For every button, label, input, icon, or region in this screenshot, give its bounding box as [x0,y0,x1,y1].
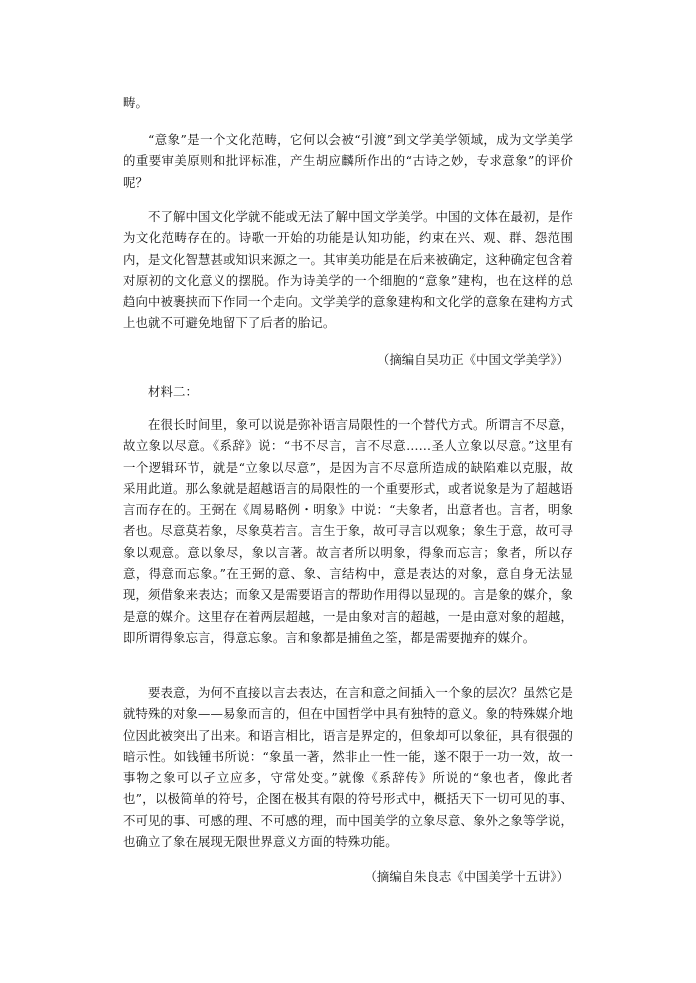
paragraph-fragment: 畴。 [123,95,148,110]
paragraph-xiang: 在很长时间里，象可以说是弥补语言局限性的一个替代方式。所谓言不尽意，故立象以尽意。《系辞》说：“书不尽言，言不尽意……圣人立象以尽意。”这里有一个逻辑环节，就是“立象以尽意”，是因为言不尽意所造成的缺陷难以克服，故采用此道。那么象就是超越语言的局限性的一个重要形式，或者说象是为了超越语言而存在的。王弼在《周易略例・明象》中说：“夫象者，出意者也。言者，明象者也。尽意莫若象，尽象莫若言。言生于象，故可寻言以观象；象生于意，故可寻象以观意。意以象尽，象以言著。故言者所以明象，得象而忘言；象者，所以存意，得意而忘象。”在王弼的意、象、言结构中，意是表达的对象，意自身无法显现，须借象来表达；而象又是需要语言的帮助作用得以显现的。言是象的媒介，象是意的媒介。这里存在着两层超越，一是由象对言的超越，一是由意对象的超越，即所谓得象忘言，得意忘象。言和象都是捕鱼之筌，都是需要抛弃的媒介。 [123,417,573,645]
material-two-heading: 材料二： [148,384,198,399]
source-citation-2: （摘编自朱良志《中国美学十五讲》） [364,869,569,884]
paragraph-biaoyi: 要表意，为何不直接以言去表达，在言和意之间插入一个象的层次？虽然它是就特殊的对象——易象而言的，但在中国哲学中具有独特的意义。象的特殊媒介地位因此被突出了出来。和语言相比，语言是界定的，但象却可以象征，具有很强的暗示性。如钱锺书所说：“象虽一著，然非止一性一能，遂不限于一功一效，故一事物之象可以孑立应多，守常处变。”就像《系辞传》所说的“象也者，像此者也”，以极简单的符号，企图在极其有限的符号形式中，概括天下一切可见的事、不可见的事、可感的理、不可感的理，而中国美学的立象尽意、象外之象等学说，也确立了象在展现无限世界意义方面的特殊功能。 [123,685,573,850]
source-citation-1: （摘编自吴功正《中国文学美学》） [376,352,569,367]
paragraph-culture: 不了解中国文化学就不能或无法了解中国文学美学。中国的文体在最初，是作为文化范畴存在的。诗歌一开始的功能是认知功能，约束在兴、观、群、怨范围内，是文化智慧甚或知识来源之一。其审美功能是在后来被确定，这种确定包含着对原初的文化意义的摆脱。作为诗美学的一个细胞的“意象”建构，也在这样的总趋向中被裹挟而下作同一个走向。文学美学的意象建构和文化学的意象在建构方式上也就不可避免地留下了后者的胎记。 [123,209,573,331]
paragraph-question: “意象”是一个文化范畴，它何以会被“引渡”到文学美学领域，成为文学美学的重要审美原则和批评标准，产生胡应麟所作出的“古诗之妙，专求意象”的评价呢？ [123,132,573,190]
